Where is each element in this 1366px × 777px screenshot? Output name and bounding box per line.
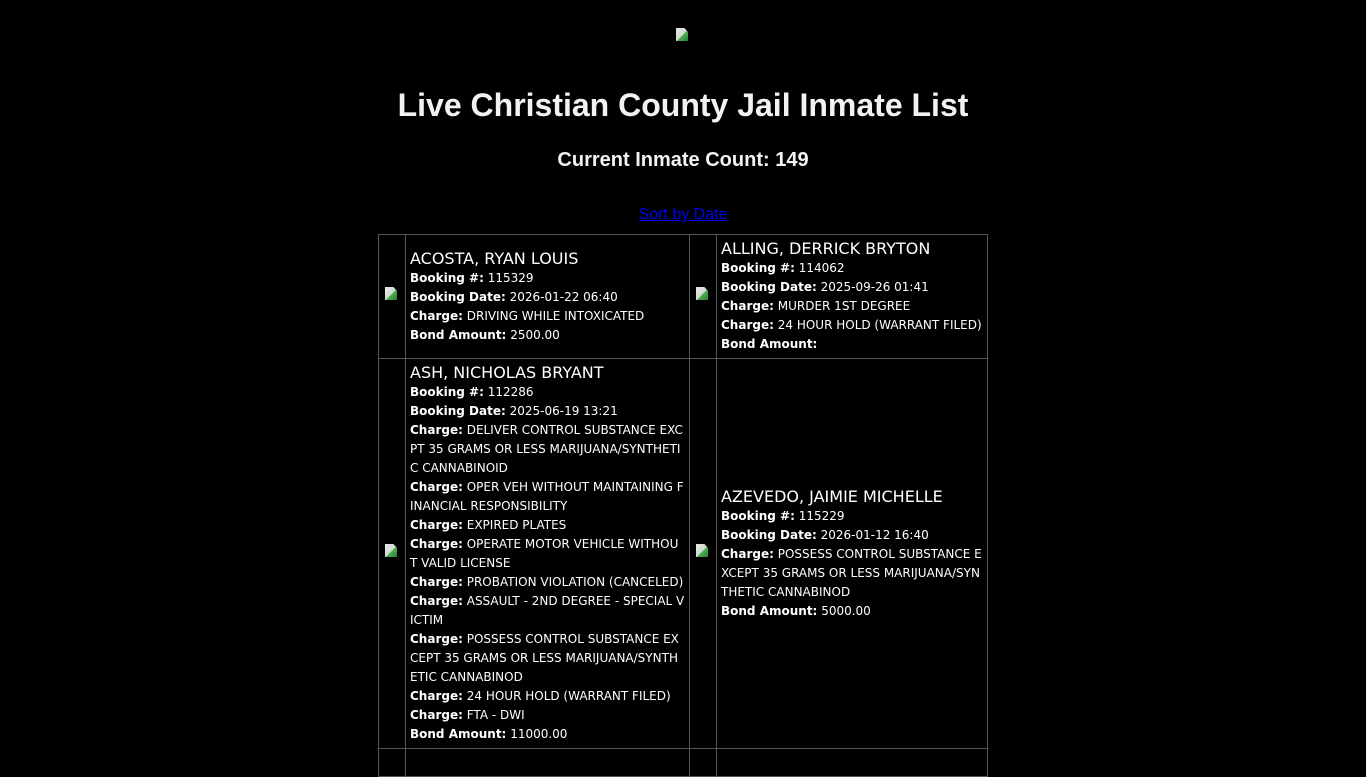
inmate-card — [406, 749, 690, 777]
inmate-photo-cell — [379, 749, 406, 777]
booking-date-label: Booking Date: — [721, 280, 817, 294]
inmate-name: ASH, NICHOLAS BRYANT — [410, 363, 604, 382]
table-row — [379, 235, 988, 359]
charge-label: Charge: — [410, 594, 463, 608]
booking-date-label: Booking Date: — [721, 527, 817, 542]
bond-value: 5000.00 — [821, 603, 871, 618]
booking-no-label: Booking #: — [410, 385, 484, 399]
charge-label: Charge: — [721, 318, 774, 332]
inmate-card — [406, 359, 690, 749]
bond-value: 2500.00 — [510, 327, 560, 342]
charge-value: POSSESS CONTROL SUBSTANCE EXCEPT 35 GRAMS OR LESS MARIJUANA/SYNTHETIC CANNABINOD — [721, 546, 982, 599]
booking-no-value: 114062 — [798, 261, 845, 275]
inmate-card — [406, 235, 690, 359]
charge-value: 24 HOUR HOLD (WARRANT FILED) — [466, 689, 671, 703]
site-logo — [0, 0, 1366, 43]
inmate-name: ALLING, DERRICK BRYTON — [721, 239, 931, 258]
charge-value: MURDER 1ST DEGREE — [777, 299, 911, 313]
charge-label: Charge: — [721, 299, 774, 313]
inmate-card — [717, 749, 988, 777]
inmate-photo-icon[interactable] — [695, 543, 711, 559]
booking-no-value: 115329 — [487, 270, 534, 285]
charge-value: OPER VEH WITHOUT MAINTAINING FINANCIAL RESPONSIBILITY — [410, 480, 684, 513]
charge-value: OPERATE MOTOR VEHICLE WITHOUT VALID LICENSE — [410, 537, 679, 570]
page-title: Live Christian County Jail Inmate List — [397, 87, 969, 123]
inmate-photo-cell — [379, 359, 406, 749]
inmate-photo-icon[interactable] — [384, 286, 400, 302]
booking-date-label: Booking Date: — [410, 404, 506, 418]
charge-label: Charge: — [410, 518, 463, 532]
broken-image-icon — [675, 27, 691, 43]
booking-date-value: 2026-01-12 16:40 — [820, 527, 929, 542]
inmate-photo-cell — [690, 749, 717, 777]
inmate-name: ACOSTA, RYAN LOUIS — [410, 248, 579, 268]
charge-value: ASSAULT - 2ND DEGREE - SPECIAL VICTIM — [410, 594, 685, 627]
inmate-card — [717, 235, 988, 359]
booking-date-value: 2025-09-26 01:41 — [820, 280, 929, 294]
inmate-card — [717, 359, 988, 749]
booking-date-value: 2026-01-22 06:40 — [509, 289, 618, 304]
sort-by-date-link[interactable]: Sort by Date — [638, 206, 728, 223]
charge-value: DRIVING WHILE INTOXICATED — [466, 308, 645, 323]
booking-no-value: 115229 — [798, 508, 845, 523]
inmate-table — [378, 234, 988, 777]
inmate-name: AZEVEDO, JAIMIE MICHELLE — [721, 486, 943, 506]
charge-label: Charge: — [410, 308, 463, 323]
charge-label: Charge: — [721, 546, 774, 561]
charge-label: Charge: — [410, 708, 463, 722]
bond-value: 11000.00 — [510, 727, 568, 741]
charge-label: Charge: — [410, 575, 463, 589]
booking-no-label: Booking #: — [721, 508, 795, 523]
inmate-photo-icon[interactable] — [384, 543, 400, 559]
charge-value: POSSESS CONTROL SUBSTANCE EXCEPT 35 GRAMS OR LESS MARIJUANA/SYNTHETIC CANNABINOD — [410, 632, 679, 684]
inmate-photo-cell — [690, 235, 717, 359]
charge-label: Charge: — [410, 480, 463, 494]
booking-date-label: Booking Date: — [410, 289, 506, 304]
booking-no-label: Booking #: — [721, 261, 795, 275]
charge-value: PROBATION VIOLATION (CANCELED) — [466, 575, 684, 589]
table-row — [379, 749, 988, 777]
bond-label: Bond Amount: — [410, 727, 507, 741]
charge-value: EXPIRED PLATES — [466, 518, 567, 532]
booking-date-value: 2025-06-19 13:21 — [509, 404, 618, 418]
charge-label: Charge: — [410, 689, 463, 703]
bond-label: Bond Amount: — [721, 603, 818, 618]
table-row — [379, 359, 988, 749]
charge-value: 24 HOUR HOLD (WARRANT FILED) — [777, 318, 982, 332]
charge-value: FTA - DWI — [466, 708, 525, 722]
inmate-count: Current Inmate Count: 149 — [557, 149, 809, 171]
bond-label: Bond Amount: — [410, 327, 507, 342]
booking-no-value: 112286 — [487, 385, 534, 399]
charge-label: Charge: — [410, 632, 463, 646]
bond-label: Bond Amount: — [721, 337, 818, 351]
booking-no-label: Booking #: — [410, 270, 484, 285]
inmate-photo-icon[interactable] — [695, 286, 711, 302]
inmate-photo-cell — [690, 359, 717, 749]
charge-value: DELIVER CONTROL SUBSTANCE EXCPT 35 GRAMS OR LESS MARIJUANA/SYNTHETIC CANNABINOID — [410, 423, 683, 475]
charge-label: Charge: — [410, 537, 463, 551]
charge-label: Charge: — [410, 423, 463, 437]
inmate-photo-cell — [379, 235, 406, 359]
